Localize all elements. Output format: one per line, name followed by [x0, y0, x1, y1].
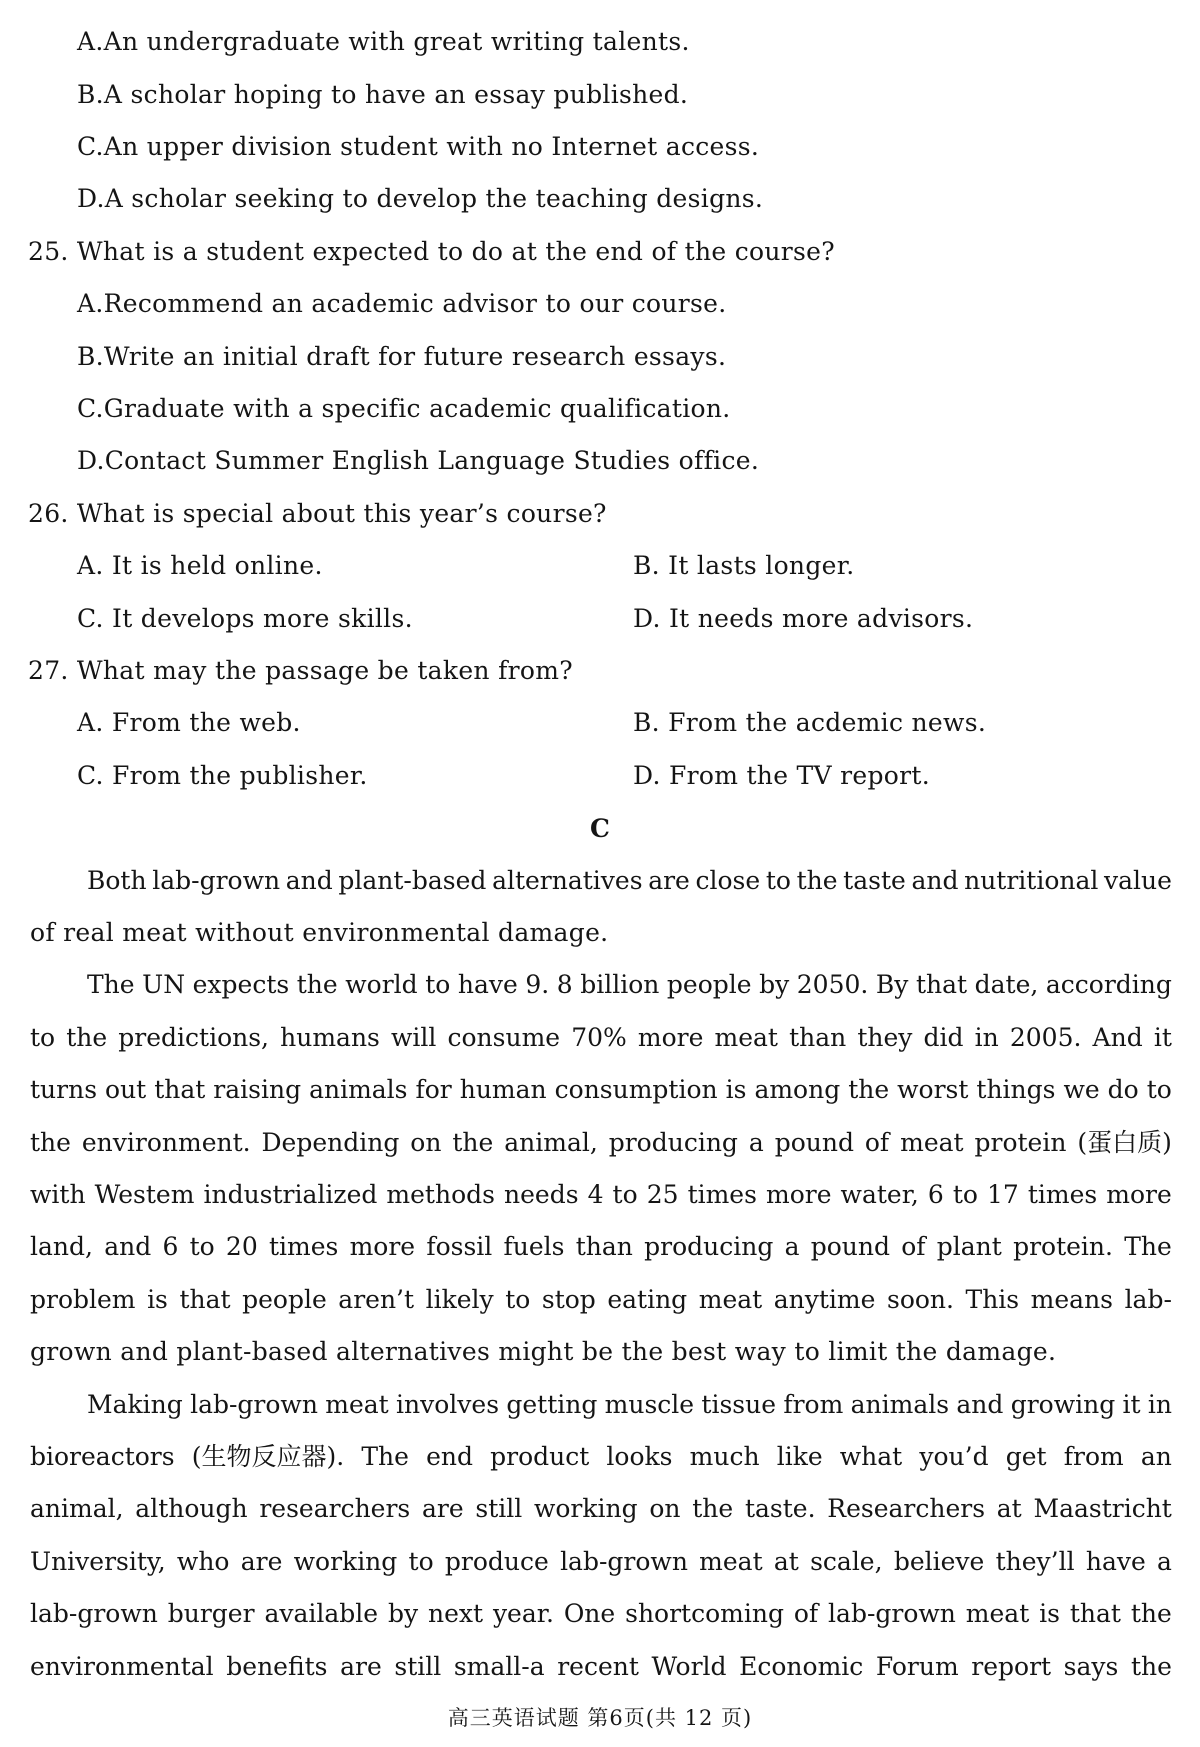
q24-option-c: C.An upper division student with no Internet access.: [77, 132, 760, 161]
passage-word: still: [394, 1652, 442, 1681]
passage-word: looks: [606, 1442, 673, 1471]
passage-word: have: [457, 970, 518, 999]
passage-word: do: [1107, 1075, 1139, 1104]
passage-word: Economic: [739, 1652, 864, 1681]
passage-word: soon.: [886, 1285, 954, 1314]
passage-word: By: [875, 970, 909, 999]
passage-word: to: [952, 1180, 978, 1209]
passage-word: believe: [893, 1547, 985, 1576]
passage-word: worst: [897, 1075, 969, 1104]
passage-word: although: [135, 1494, 248, 1523]
passage-word: Westem: [94, 1180, 195, 1209]
passage-word: product: [490, 1442, 590, 1471]
passage-word: stop: [541, 1285, 596, 1314]
passage-word: producing: [608, 1128, 738, 1157]
passage-word: needs: [504, 1180, 579, 1209]
passage-word: 8: [556, 970, 573, 999]
passage-word: among: [754, 1075, 841, 1104]
passage-word: land,: [30, 1232, 93, 1261]
passage-word: researchers: [259, 1494, 411, 1523]
passage-line: [30, 1287, 1172, 1312]
passage-word: than: [575, 1232, 633, 1261]
passage-line: [30, 1444, 1172, 1469]
passage-word: Making: [87, 1390, 183, 1419]
passage-word: plant-based: [338, 866, 487, 895]
passage-word: and: [104, 1232, 152, 1261]
passage-word: produce: [444, 1547, 549, 1576]
passage-word: working: [293, 1547, 398, 1576]
passage-word: more: [1106, 1180, 1172, 1209]
q26-option-c: C. It develops more skills.: [77, 604, 413, 633]
passage-word: pound: [810, 1232, 890, 1261]
passage-word: animals: [309, 1075, 408, 1104]
passage-word: The: [87, 970, 135, 999]
passage-word: 9.: [525, 970, 550, 999]
passage-word: consumption: [554, 1075, 718, 1104]
passage-word: at: [996, 1494, 1022, 1523]
passage-word: is: [725, 1075, 747, 1104]
passage-word: at: [773, 1547, 799, 1576]
passage-word: are: [340, 1652, 382, 1681]
passage-word: the: [796, 866, 838, 895]
passage-line: [30, 1496, 1172, 1521]
passage-word: Maastricht: [1033, 1494, 1172, 1523]
q27-question: 27. What may the passage be taken from?: [28, 656, 573, 685]
passage-word: the: [692, 1494, 734, 1523]
passage-word: more: [637, 1023, 704, 1052]
passage-word: like: [776, 1442, 823, 1471]
passage-word: close: [695, 866, 761, 895]
passage-word: will: [390, 1023, 437, 1052]
passage-word: environmental: [30, 1652, 214, 1681]
passage-word: times: [687, 1180, 757, 1209]
passage-word: a: [748, 1128, 764, 1157]
passage-word: This: [965, 1285, 1020, 1314]
passage-word: it: [1122, 1390, 1141, 1419]
passage-word: involves: [396, 1390, 500, 1419]
passage-word: a: [784, 1232, 800, 1261]
passage-word: things: [976, 1075, 1056, 1104]
passage-word: the: [296, 970, 338, 999]
passage-word: of: [793, 1599, 819, 1628]
passage-word: and: [956, 1390, 1004, 1419]
passage-word: working: [533, 1494, 638, 1523]
q26-question: 26. What is special about this year’s course?: [28, 499, 607, 528]
passage-word: times: [1027, 1180, 1098, 1209]
passage-line: [30, 1130, 1172, 1155]
passage-word: more: [349, 1232, 416, 1261]
passage-word: water,: [840, 1180, 919, 1209]
passage-word: from: [1063, 1442, 1124, 1471]
q26-option-d: D. It needs more advisors.: [633, 604, 974, 633]
passage-word: small-a: [453, 1652, 545, 1681]
passage-word: to: [30, 1023, 56, 1052]
passage-word: (蛋白质): [1077, 1128, 1172, 1157]
passage-word: report: [971, 1652, 1052, 1681]
passage-word: by: [759, 970, 790, 999]
passage-word: lab-grown: [828, 1599, 956, 1628]
passage-word: Both: [87, 866, 147, 895]
passage-word: according: [1045, 970, 1172, 999]
passage-word: meat: [714, 1023, 778, 1052]
q25-option-d: D.Contact Summer English Language Studies office.: [77, 446, 760, 475]
passage-word: problem: [30, 1285, 136, 1314]
passage-word: to: [765, 866, 791, 895]
q26-option-b: B. It lasts longer.: [633, 551, 855, 580]
passage-line: [30, 1182, 1172, 1207]
passage-word: raising: [213, 1075, 302, 1104]
passage-word: they’ll: [995, 1547, 1075, 1576]
passage-word: 6: [927, 1180, 944, 1209]
passage-word: and: [911, 866, 959, 895]
passage-line: [30, 1549, 1172, 1574]
passage-word: animal,: [504, 1128, 598, 1157]
passage-word: available: [264, 1599, 379, 1628]
passage-word: 70%: [571, 1023, 627, 1052]
passage-word: likely: [425, 1285, 494, 1314]
passage-word: meat: [965, 1599, 1030, 1628]
passage-word: bioreactors: [30, 1442, 175, 1471]
passage-word: the: [1130, 1599, 1172, 1628]
passage-word: World: [651, 1652, 727, 1681]
passage-word: to: [1146, 1075, 1172, 1104]
passage-word: protein: [974, 1128, 1067, 1157]
passage-word: Researchers: [827, 1494, 986, 1523]
passage-word: a: [1157, 1547, 1172, 1576]
passage-word: the: [66, 1023, 108, 1052]
passage-line: [30, 1601, 1172, 1626]
passage-word: meat: [900, 1128, 964, 1157]
passage-word: Forum: [875, 1652, 959, 1681]
passage-word: lab-grown: [190, 1390, 318, 1419]
passage-word: lab-: [1124, 1285, 1172, 1314]
passage-word: tissue: [701, 1390, 777, 1419]
passage-word: getting: [506, 1390, 598, 1419]
passage-word: predictions,: [118, 1023, 270, 1052]
passage-word: for: [415, 1075, 452, 1104]
passage-word: they: [857, 1023, 913, 1052]
passage-word: animals: [850, 1390, 950, 1419]
q27-option-d: D. From the TV report.: [633, 761, 930, 790]
passage-word: Depending: [261, 1128, 400, 1157]
passage-word: by: [387, 1599, 419, 1628]
passage-word: anytime: [773, 1285, 876, 1314]
passage-word: world: [345, 970, 418, 999]
passage-word: recent: [557, 1652, 639, 1681]
passage-word: lab-grown: [152, 866, 281, 895]
passage-word: taste: [843, 866, 906, 895]
passage-word: eating: [607, 1285, 688, 1314]
passage-word: value: [1104, 866, 1172, 895]
passage-word: aren’t: [338, 1285, 415, 1314]
page-footer: 高三英语试题 第6页(共 12 页): [447, 1706, 753, 1730]
passage-word: shortcoming: [625, 1599, 784, 1628]
passage-word: you’d: [919, 1442, 989, 1471]
q27-option-c: C. From the publisher.: [77, 761, 368, 790]
passage-word: the: [30, 1128, 71, 1157]
passage-word: have: [1085, 1547, 1146, 1576]
passage-word: on: [410, 1128, 442, 1157]
q25-option-b: B.Write an initial draft for future research essays.: [77, 342, 727, 371]
q25-option-a: A.Recommend an academic advisor to our course.: [77, 289, 727, 318]
section-title: C: [590, 814, 610, 843]
passage-word: meat: [325, 1390, 389, 1419]
passage-word: did: [923, 1023, 964, 1052]
passage-word: it: [1153, 1023, 1172, 1052]
passage-word: burger: [167, 1599, 255, 1628]
passage-word: means: [1030, 1285, 1114, 1314]
passage-word: are: [648, 866, 690, 895]
passage-word: that: [915, 970, 968, 999]
passage-line: of real meat without environmental damage.: [30, 918, 609, 947]
passage-word: taste.: [744, 1494, 816, 1523]
passage-word: to: [505, 1285, 531, 1314]
passage-word: And: [1092, 1023, 1143, 1052]
passage-word: says: [1063, 1652, 1119, 1681]
passage-word: industrialized: [203, 1180, 378, 1209]
q27-option-a: A. From the web.: [77, 708, 301, 737]
passage-word: is: [1039, 1599, 1060, 1628]
passage-word: 20: [225, 1232, 258, 1261]
passage-word: One: [563, 1599, 616, 1628]
passage-word: is: [147, 1285, 168, 1314]
passage-word: environment.: [81, 1128, 251, 1157]
passage-word: the: [452, 1128, 494, 1157]
passage-word: The: [361, 1442, 409, 1471]
passage-word: next: [428, 1599, 484, 1628]
passage-word: plant: [936, 1232, 1002, 1261]
passage-word: turns: [30, 1075, 98, 1104]
passage-line: [87, 1392, 1172, 1417]
passage-word: scale,: [810, 1547, 883, 1576]
passage-line: [30, 1234, 1172, 1259]
passage-word: in: [974, 1023, 999, 1052]
passage-word: and: [285, 866, 333, 895]
passage-word: The: [1124, 1232, 1172, 1261]
passage-word: the: [1130, 1652, 1172, 1681]
passage-word: date,: [974, 970, 1039, 999]
passage-word: 2050.: [796, 970, 869, 999]
passage-word: lab-grown: [560, 1547, 688, 1576]
passage-word: 2005.: [1009, 1023, 1082, 1052]
passage-word: we: [1063, 1075, 1100, 1104]
passage-word: (生物反应器).: [191, 1442, 345, 1471]
passage-word: alternatives: [492, 866, 643, 895]
passage-word: out: [105, 1075, 147, 1104]
passage-word: 6: [162, 1232, 179, 1261]
passage-word: that: [1069, 1599, 1121, 1628]
passage-word: humans: [280, 1023, 380, 1052]
passage-word: growing: [1010, 1390, 1116, 1419]
passage-line: [30, 1077, 1172, 1102]
passage-line: [30, 1025, 1172, 1050]
passage-word: are: [240, 1547, 283, 1576]
passage-word: the: [848, 1075, 890, 1104]
passage-word: University,: [30, 1547, 166, 1576]
passage-word: 25: [646, 1180, 679, 1209]
passage-word: billion: [580, 970, 660, 999]
passage-word: expects: [192, 970, 290, 999]
passage-word: lab-grown: [30, 1599, 158, 1628]
passage-word: are: [421, 1494, 464, 1523]
passage-word: UN: [142, 970, 186, 999]
passage-word: benefits: [226, 1652, 328, 1681]
passage-word: producing: [644, 1232, 774, 1261]
q24-option-b: B.A scholar hoping to have an essay published.: [77, 80, 689, 109]
passage-word: protein.: [1013, 1232, 1113, 1261]
passage-word: of: [901, 1232, 926, 1261]
passage-word: human: [459, 1075, 547, 1104]
passage-word: animal,: [30, 1494, 124, 1523]
passage-word: end: [426, 1442, 473, 1471]
q25-option-c: C.Graduate with a specific academic qualification.: [77, 394, 731, 423]
passage-word: meat: [698, 1285, 763, 1314]
passage-word: who: [176, 1547, 230, 1576]
passage-word: more: [765, 1180, 832, 1209]
q25-question: 25. What is a student expected to do at the end of the course?: [28, 237, 835, 266]
passage-word: people: [242, 1285, 327, 1314]
passage-word: meat: [699, 1547, 763, 1576]
passage-word: that: [154, 1075, 206, 1104]
passage-word: consume: [447, 1023, 561, 1052]
passage-word: from: [783, 1390, 844, 1419]
passage-word: fuels: [503, 1232, 565, 1261]
passage-word: what: [839, 1442, 903, 1471]
passage-word: an: [1140, 1442, 1172, 1471]
passage-line: grown and plant-based alternatives might be the best way to limit the damage.: [30, 1337, 1057, 1366]
passage-line: [87, 972, 1172, 997]
passage-word: on: [649, 1494, 681, 1523]
passage-word: fossil: [426, 1232, 493, 1261]
q24-option-a: A.An undergraduate with great writing talents.: [77, 27, 690, 56]
q26-option-a: A. It is held online.: [77, 551, 323, 580]
passage-word: muscle: [604, 1390, 695, 1419]
passage-word: than: [789, 1023, 847, 1052]
passage-word: people: [666, 970, 752, 999]
passage-word: nutritional: [964, 866, 1099, 895]
passage-word: of: [864, 1128, 890, 1157]
passage-line: [30, 1654, 1172, 1679]
passage-word: get: [1005, 1442, 1047, 1471]
passage-line: [87, 868, 1172, 893]
passage-word: still: [475, 1494, 523, 1523]
passage-word: pound: [774, 1128, 854, 1157]
passage-word: that: [179, 1285, 231, 1314]
q27-option-b: B. From the acdemic news.: [633, 708, 987, 737]
passage-word: to: [425, 970, 451, 999]
passage-word: methods: [386, 1180, 495, 1209]
passage-word: to: [612, 1180, 638, 1209]
passage-word: year.: [492, 1599, 554, 1628]
passage-word: 4: [587, 1180, 604, 1209]
passage-word: in: [1147, 1390, 1172, 1419]
passage-word: 17: [987, 1180, 1019, 1209]
passage-word: much: [689, 1442, 760, 1471]
passage-word: times: [268, 1232, 339, 1261]
passage-word: to: [408, 1547, 434, 1576]
passage-word: with: [30, 1180, 86, 1209]
passage-word: to: [189, 1232, 215, 1261]
q24-option-d: D.A scholar seeking to develop the teaching designs.: [77, 184, 764, 213]
